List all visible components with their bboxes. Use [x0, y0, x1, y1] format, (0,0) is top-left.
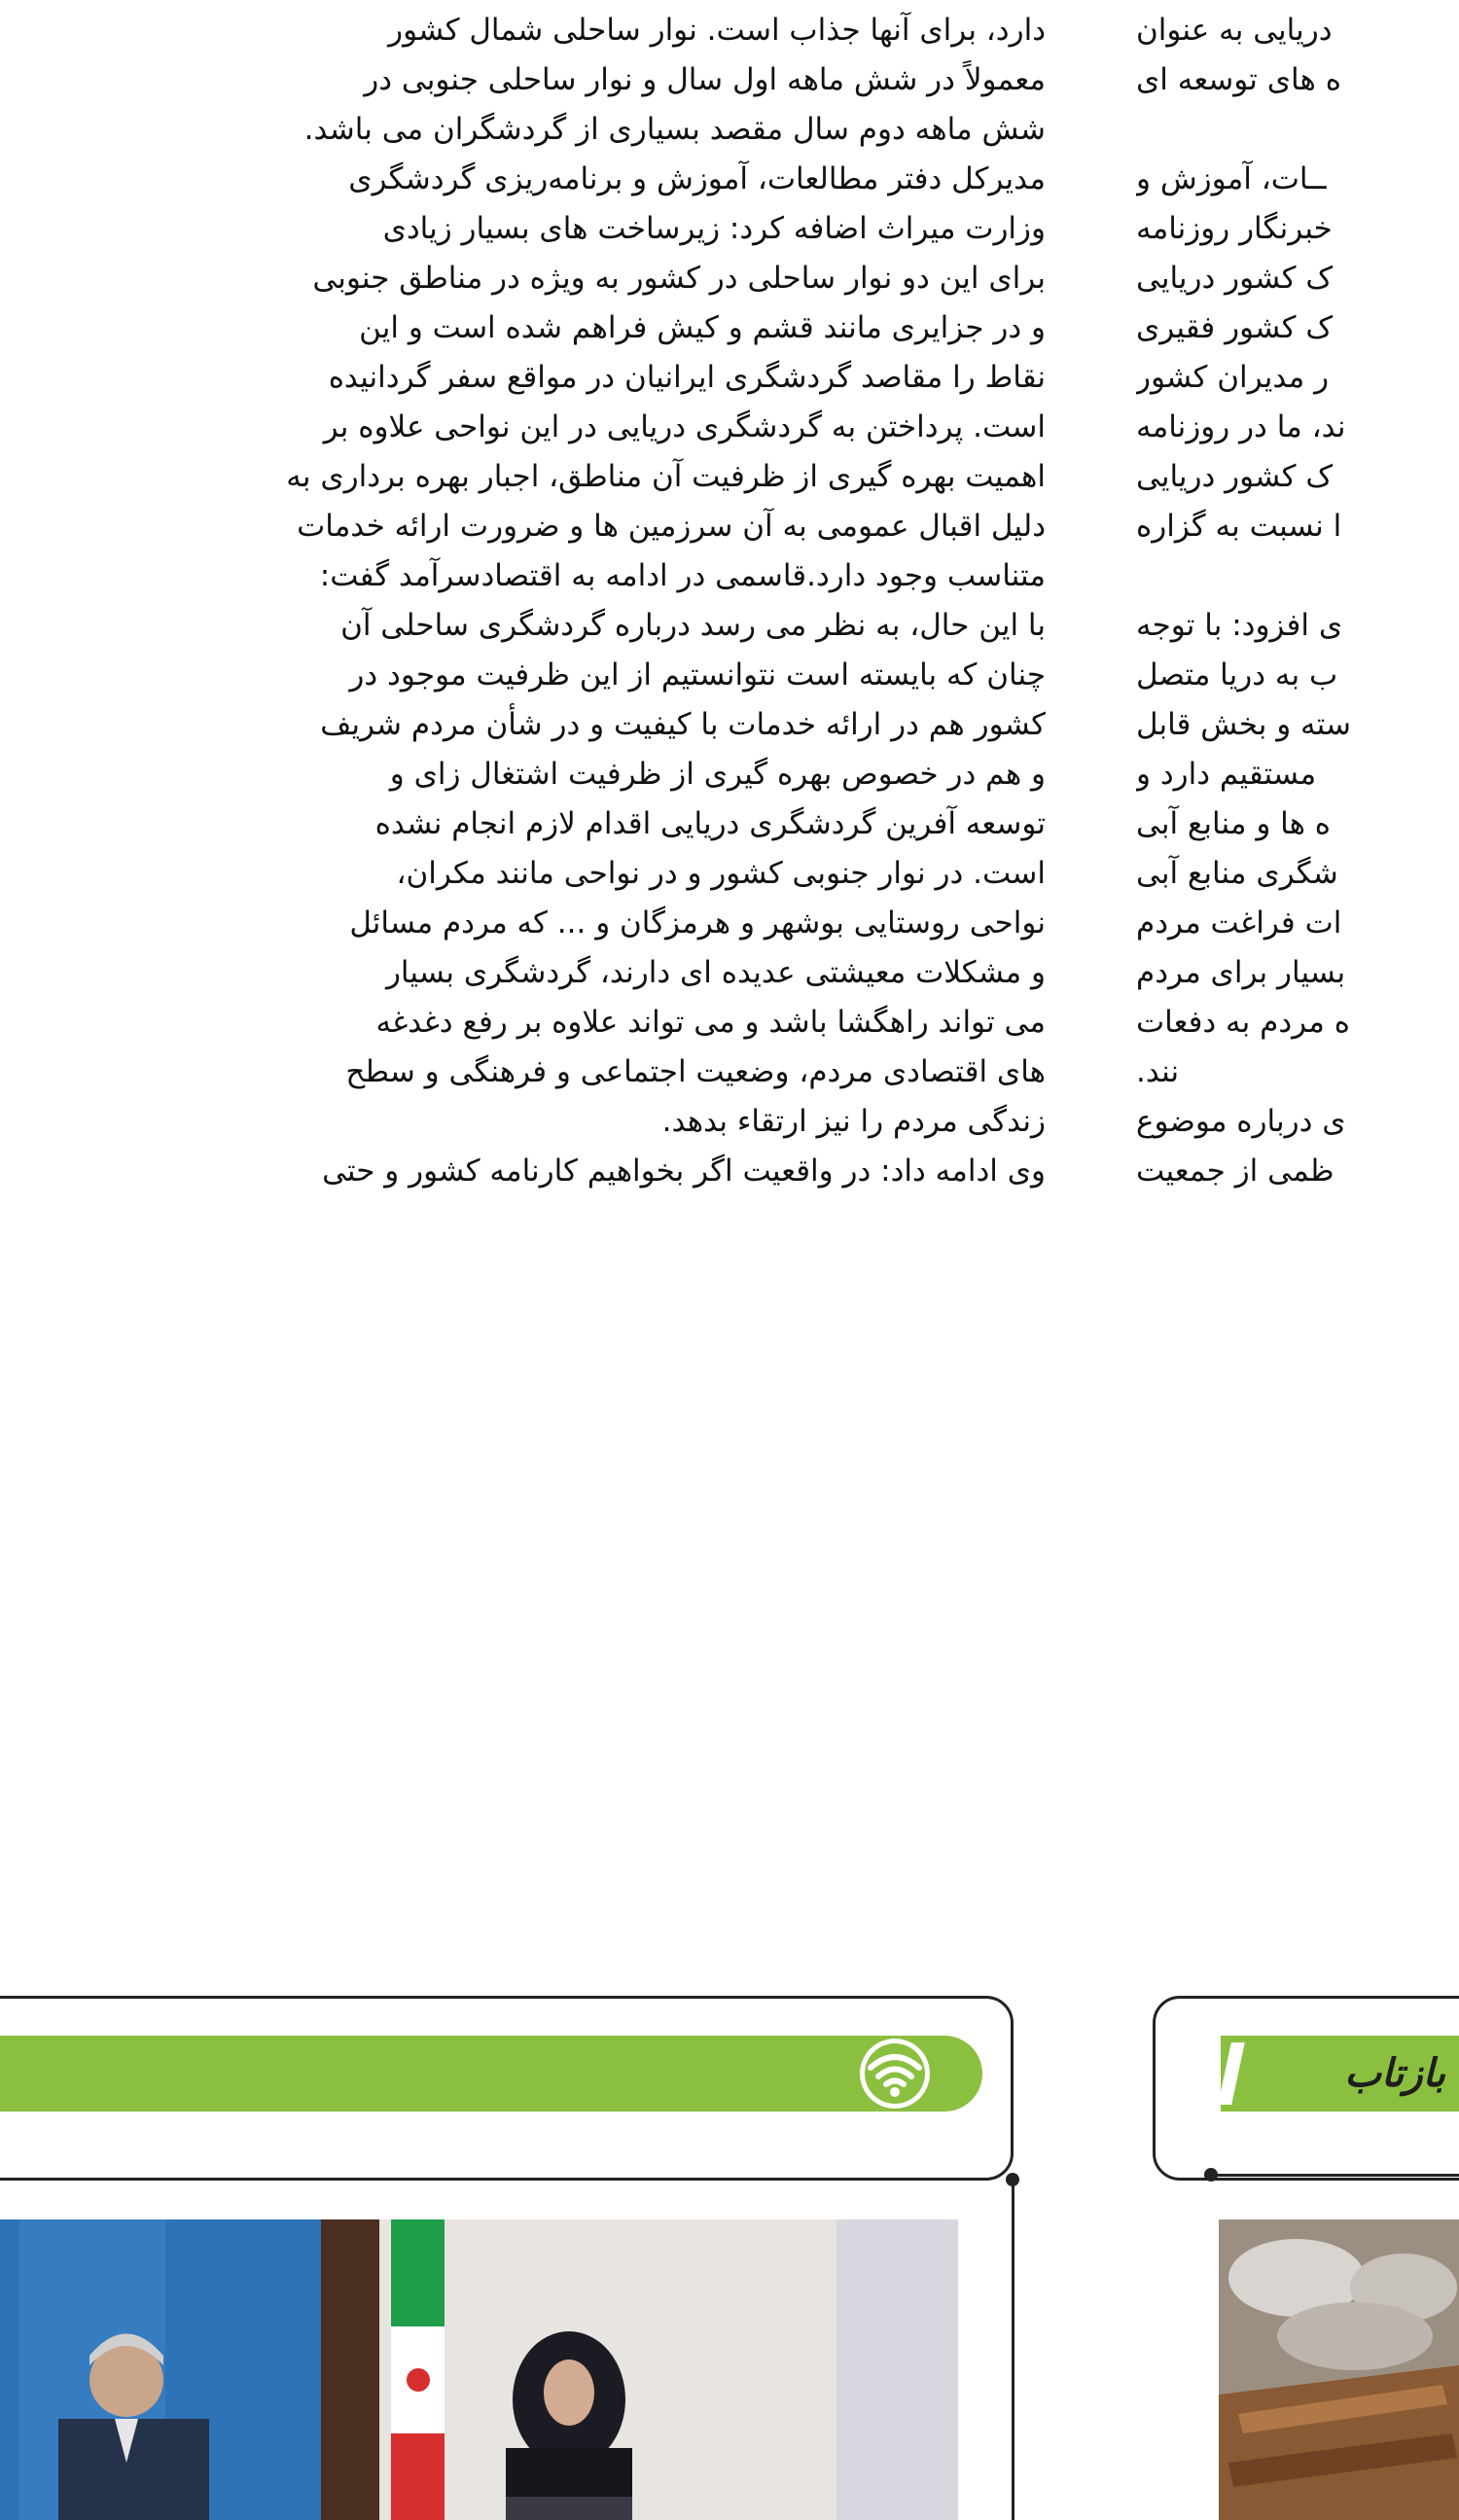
article-line: برای این دو نوار ساحلی در کشور به ویژه در مناطق جنوبی — [312, 261, 1046, 296]
article-line: دریایی به عنوان — [1136, 13, 1333, 48]
article-line: ی درباره موضوع — [1136, 1104, 1346, 1139]
article-line: ه ها و منابع آبی — [1136, 806, 1332, 841]
article-line: است. پرداختن به گردشگری دریایی در این نواحی علاوه بر — [323, 409, 1046, 444]
article-line: ــات، آموزش و — [1136, 161, 1327, 196]
article-line: نقاط را مقاصد گردشگری ایرانیان در مواقع سفر گردانیده — [328, 360, 1046, 395]
article-line: و در جزایری مانند قشم و کیش فراهم شده است و این — [359, 310, 1046, 345]
article-line: معمولاً در شش ماهه اول سال و نوار ساحلی جنوبی در — [364, 62, 1046, 97]
news-photo — [0, 2219, 958, 2520]
article-line: بسیار برای مردم — [1136, 955, 1346, 990]
article-line: خبرنگار روزنامه — [1136, 211, 1333, 246]
article-line: ا نسبت به گزاره — [1136, 509, 1342, 544]
article-line: توسعه آفرین گردشگری دریایی اقدام لازم انجام نشده — [374, 806, 1046, 841]
article-line: نواحی روستایی بوشهر و هرمزگان و ... که مردم مسائل — [349, 905, 1046, 941]
section-photo — [1219, 2219, 1459, 2520]
article-line: و مشکلات معیشتی عدیده ای دارند، گردشگری بسیار — [385, 955, 1046, 990]
article-line: کشور هم در ارائه خدمات با کیفیت و در شأن مردم شریف — [320, 707, 1046, 742]
article-line: ه های توسعه ای — [1136, 62, 1341, 97]
green-banner — [0, 2036, 982, 2112]
article-line: های اقتصادی مردم، وضعیت اجتماعی و فرهنگی و سطح — [345, 1054, 1046, 1089]
article-line: و هم در خصوص بهره گیری از ظرفیت اشتغال زای و — [389, 757, 1046, 792]
article-line: اهمیت بهره گیری از ظرفیت آن مناطق، اجبار بهره برداری به — [286, 459, 1046, 494]
article-line: ر مدیران کشور — [1136, 360, 1330, 395]
article-line: چنان که بایسته است نتوانستیم از این ظرفیت موجود در — [349, 657, 1046, 692]
section-title: بازتاب — [1344, 2050, 1445, 2096]
article-line: ی افزود: با توجه — [1136, 608, 1343, 643]
article-line: شگری منابع آبی — [1136, 856, 1338, 891]
article-line: ک کشور فقیری — [1136, 310, 1334, 345]
article-line: وزارت میراث اضافه کرد: زیرساخت های بسیار زیادی — [382, 211, 1046, 246]
article-line: دارد، برای آنها جذاب است. نوار ساحلی شمال کشور — [388, 13, 1046, 48]
article-line: ک کشور دریایی — [1136, 459, 1334, 494]
article-line: سته و بخش قابل — [1136, 707, 1352, 742]
article-line: ب به دریا متصل — [1136, 657, 1338, 692]
article-main-text — [0, 6, 1046, 1196]
article-line: است. در نوار جنوبی کشور و در نواحی مانند مکران، — [396, 856, 1046, 891]
article-line: زندگی مردم را نیز ارتقاء بدهد. — [661, 1104, 1046, 1139]
article-line: ند، ما در روزنامه — [1136, 409, 1346, 444]
article-line: شش ماهه دوم سال مقصد بسیاری از گردشگران می باشد. — [303, 112, 1046, 147]
article-line: مستقیم دارد و — [1136, 757, 1317, 792]
section-rule — [1211, 2174, 1459, 2177]
column-divider — [1012, 2179, 1014, 2520]
article-line: متناسب وجود دارد.قاسمی در ادامه به اقتصادسرآمد گفت: — [319, 558, 1046, 593]
article-line: وی ادامه داد: در واقعیت اگر بخواهیم کارنامه کشور و حتی — [322, 1154, 1046, 1189]
article-right-column — [1136, 0, 1459, 1935]
article-line: ک کشور دریایی — [1136, 261, 1334, 296]
article-line: با این حال، به نظر می رسد درباره گردشگری ساحلی آن — [340, 608, 1046, 643]
wifi-icon — [841, 2039, 948, 2109]
article-line: ظمی از جمعیت — [1136, 1154, 1334, 1189]
article-line: ات فراغت مردم — [1136, 905, 1342, 941]
article-line: مدیرکل دفتر مطالعات، آموزش و برنامه‌ریزی گردشگری — [348, 161, 1046, 196]
article-line: نند. — [1136, 1054, 1180, 1089]
article-line: دلیل اقبال عمومی به آن سرزمین ها و ضرورت ارائه خدمات — [297, 509, 1046, 544]
article-line: ه مردم به دفعات — [1136, 1005, 1350, 1040]
article-line: می تواند راهگشا باشد و می تواند علاوه بر رفع دغدغه — [375, 1005, 1046, 1040]
